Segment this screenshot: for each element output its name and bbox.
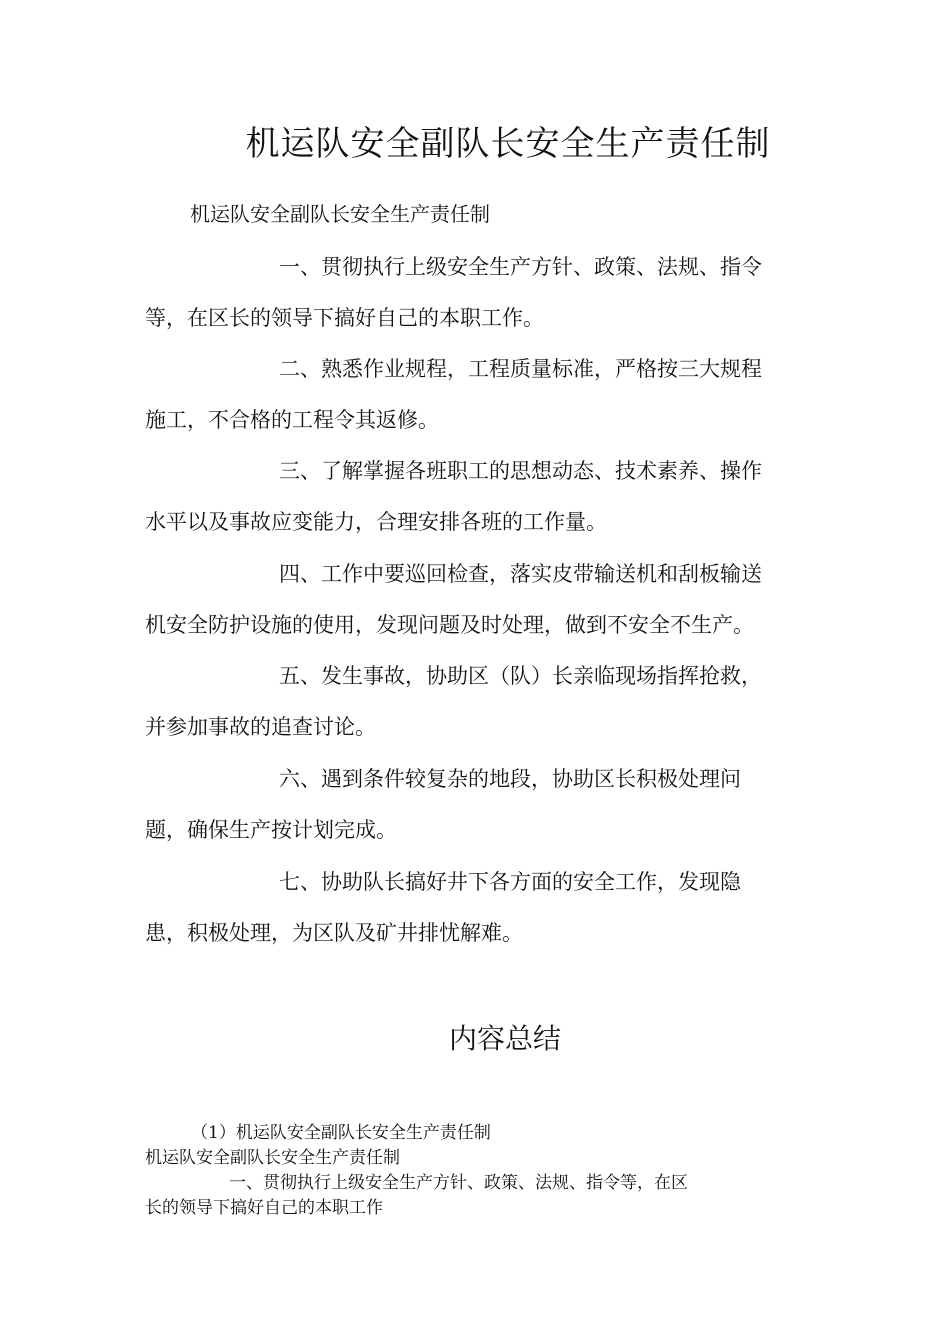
- clause-7-line-1: 七、协助队长搞好井下各方面的安全工作，发现隐: [279, 870, 741, 894]
- summary-line-2: 机运队安全副队长安全生产责任制: [145, 1148, 400, 1168]
- clause-1-line-2: 等，在区长的领导下搞好自己的本职工作。: [145, 306, 544, 330]
- clause-4: [145, 549, 797, 651]
- clause-6-line-2: 题，确保生产按计划完成。: [145, 818, 397, 842]
- clause-3-line-1: 三、了解掌握各班职工的思想动态、技术素养、操作: [279, 459, 762, 483]
- clause-4-line-1: 四、工作中要巡回检查，落实皮带输送机和刮板输送: [279, 562, 762, 586]
- clause-1-line-1: 一、贯彻执行上级安全生产方针、政策、法规、指令: [279, 255, 762, 279]
- summary-heading: 内容总结: [448, 1022, 561, 1055]
- document-title: 机运队安全副队长安全生产责任制: [245, 124, 771, 164]
- summary-line-1: （1）机运队安全副队长安全生产责任制: [191, 1123, 491, 1143]
- clause-1: [145, 242, 797, 344]
- clause-2: [145, 344, 797, 446]
- clause-2-line-2: 施工，不合格的工程令其返修。: [145, 408, 439, 432]
- summary-line-4: 长的领导下搞好自己的本职工作: [145, 1198, 383, 1218]
- clause-5: [145, 651, 797, 753]
- clause-6-line-1: 六、遇到条件较复杂的地段，协助区长积极处理问: [279, 767, 741, 791]
- clause-2-line-1: 二、熟悉作业规程，工程质量标准，严格按三大规程: [279, 357, 762, 381]
- clause-6: [145, 754, 797, 856]
- clause-5-line-1: 五、发生事故，协助区（队）长亲临现场指挥抢救，: [279, 664, 762, 688]
- clause-4-line-2: 机安全防护设施的使用，发现问题及时处理，做到不安全不生产。: [145, 613, 754, 637]
- clause-5-line-2: 并参加事故的追查讨论。: [145, 715, 376, 739]
- clause-3: [145, 446, 797, 548]
- clause-7-line-2: 患，积极处理，为区队及矿井排忧解难。: [145, 921, 523, 945]
- clause-7: [145, 857, 797, 959]
- summary-block: [145, 1121, 805, 1221]
- clause-3-line-2: 水平以及事故应变能力，合理安排各班的工作量。: [145, 510, 607, 534]
- document-subtitle: 机运队安全副队长安全生产责任制: [190, 202, 490, 226]
- summary-line-3: 一、贯彻执行上级安全生产方针、政策、法规、指令等，在区: [229, 1173, 688, 1193]
